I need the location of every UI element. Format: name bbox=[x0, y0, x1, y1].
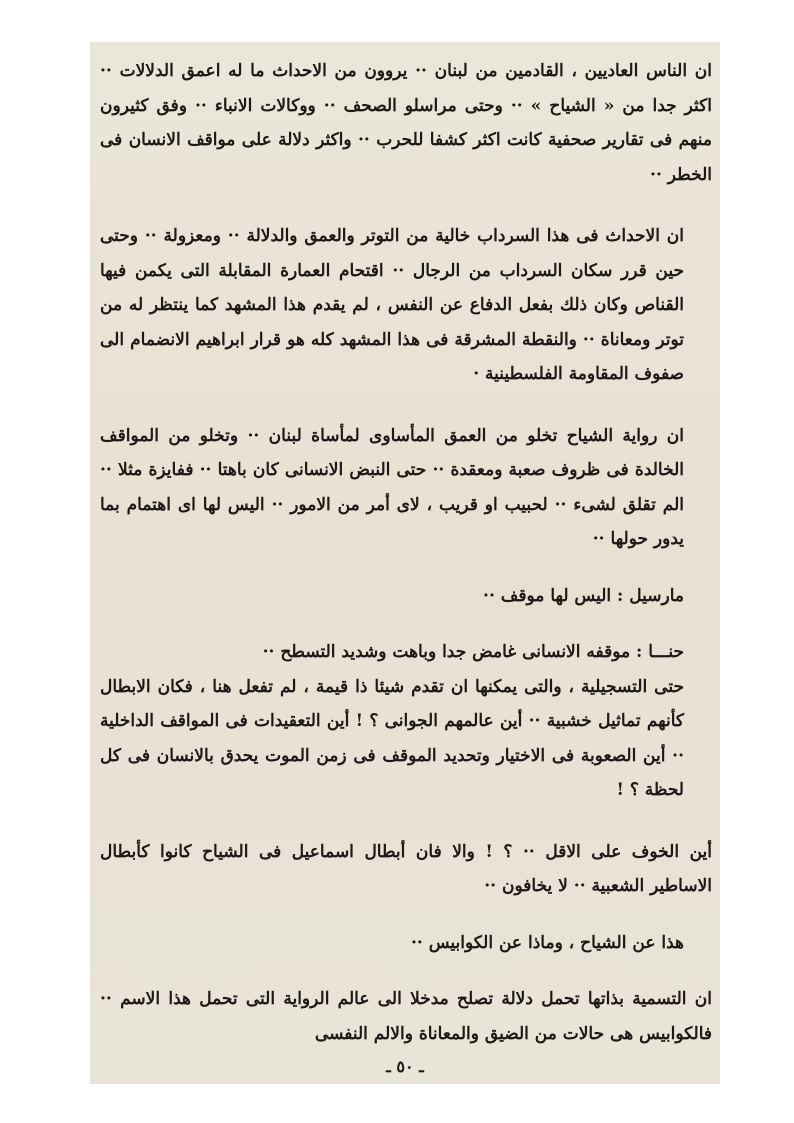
paragraph-4: مارسيل : اليس لها موقف ·· bbox=[483, 585, 684, 606]
paragraph-1: ان الناس العاديين ، القادمين من لبنان ·· يروون من الاحداث ما له اعمق الدلالات ·· اكثر جدا من « الشياح » ·· وحتى مراسلو الصحف ·· ووكالات الانباء ·· وفق كثيرون منهم فى تقارير صحفية كانت اكثر كشفا للحرب ·· واكثر دلالة على مواقف الانسان فى الخطر ·· bbox=[100, 61, 712, 185]
paragraph-6: حتى التسجيلية ، والتى يمكنها ان تقدم شيئا ذا قيمة ، لم تفعل هنا ، فكان الابطال كأنهم تماثيل خشبية ·· أين عالمهم الجوانى ؟ ! أين التعقيدات فى المواقف الداخلية ·· أين الصعوبة فى الاختيار وتحديد الموقف فى زمن الموت يحدق بالانسان فى كل لحظة ؟ ! bbox=[100, 676, 684, 800]
paragraph-8: هذا عن الشياح ، وماذا عن الكوابيس ·· bbox=[410, 932, 684, 953]
paragraph-3: ان رواية الشياح تخلو من العمق المأساوى لمأساة لبنان ·· وتخلو من المواقف الخالدة فى ظروف صعبة ومعقدة ·· حتى النبض الانسانى كان باهتا ·· ففايزة مثلا ·· الم تقلق لشىء ·· لحبيب او قريب ، لاى أمر من الامور ·· اليس لها اى اهتمام بما يدور حولها ·· bbox=[100, 425, 684, 549]
paragraph-5: حنـــا : موقفه الانسانى غامض جدا وباهت وشديد التسطح ·· bbox=[262, 642, 684, 662]
scanned-page bbox=[90, 42, 720, 1084]
body-text bbox=[100, 54, 712, 1051]
paragraph-9: ان التسمية بذاتها تحمل دلالة تصلح مدخلا الى عالم الرواية التى تحمل هذا الاسم ·· فالكوابيس هى حالات من الضيق والمعاناة والالم النفسى bbox=[100, 989, 712, 1044]
paragraph-7: أين الخوف على الاقل ·· ؟ ! والا فان أبطال اسماعيل فى الشياح كانوا كأبطال الاساطير الشعبية ·· لا يخافون ·· bbox=[100, 841, 712, 896]
page-number: ـ ٥٠ ـ bbox=[386, 1057, 424, 1076]
paragraph-2: ان الاحداث فى هذا السرداب خالية من التوتر والعمق والدلالة ·· ومعزولة ·· وحتى حين قرر سكان السرداب من الرجال ·· اقتحام العمارة المقابلة التى يكمن فيها القناص وكان ذلك بفعل الدفاع عن النفس ، لم يقدم هذا المشهد كما ينتظر له من توتر ومعاناة ·· والنقطة المشرقة فى هذا المشهد كله هو قرار ابراهيم الانضمام الى صفوف المقاومة الفلسطينية · bbox=[100, 226, 684, 384]
